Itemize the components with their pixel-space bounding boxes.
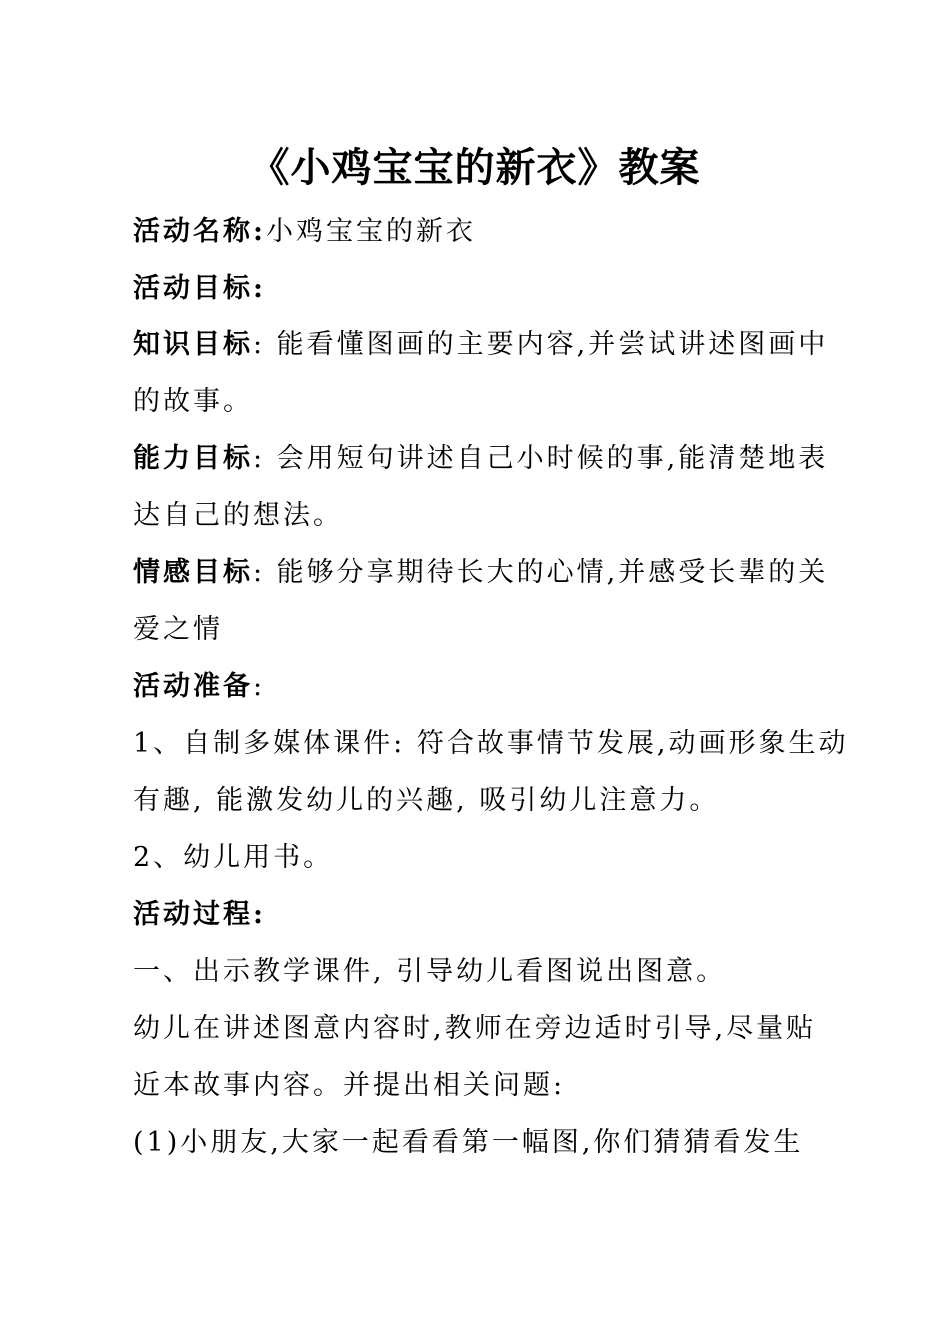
activity-process-heading <box>133 895 833 935</box>
prep-item2: 2、幼儿用书。 <box>133 842 334 873</box>
activity-name-value: 小鸡宝宝的新衣 <box>265 216 476 247</box>
activity-process-label: 活动过程: <box>133 899 266 930</box>
activity-prep-heading <box>133 667 833 707</box>
prep-item1-line2: 有趣, 能激发幼儿的兴趣, 吸引幼儿注意力。 <box>133 785 720 816</box>
ability-goal-text: : 会用短句讲述自己小时候的事,能清楚地表 <box>253 443 829 474</box>
process-step1: 一、出示教学课件, 引导幼儿看图说出图意。 <box>133 956 727 987</box>
activity-goals-label: 活动目标: <box>133 273 266 304</box>
document-title: 《小鸡宝宝的新衣》教案 <box>249 144 701 191</box>
process-question1: (1)小朋友,大家一起看看第一幅图,你们猜猜看发生 <box>133 1127 804 1158</box>
knowledge-goal-label: 知识目标 <box>133 329 253 360</box>
ability-goal-label: 能力目标 <box>133 443 253 474</box>
knowledge-goal-text: : 能看懂图画的主要内容,并尝试讲述图画中 <box>253 329 829 360</box>
process-para-line2: 近本故事内容。并提出相关问题: <box>133 1070 566 1101</box>
emotion-goal-line1 <box>133 553 833 593</box>
knowledge-goal-line1 <box>133 325 833 365</box>
process-para-line1: 幼儿在讲述图意内容时,教师在旁边适时引导,尽量贴 <box>133 1013 817 1044</box>
emotion-goal-label: 情感目标 <box>133 557 253 588</box>
ability-goal-line1 <box>133 439 833 479</box>
activity-prep-colon: : <box>253 671 266 702</box>
prep-item1-line1: 1、自制多媒体课件: 符合故事情节发展,动画形象生动 <box>133 728 849 759</box>
emotion-goal-text: : 能够分享期待长大的心情,并感受长辈的关 <box>253 557 829 588</box>
activity-name-label: 活动名称: <box>133 216 266 247</box>
emotion-goal-line2: 爱之情 <box>133 614 223 645</box>
activity-goals-heading <box>133 269 833 309</box>
ability-goal-line2: 达自己的想法。 <box>133 500 343 531</box>
activity-name-line <box>133 212 833 252</box>
activity-prep-label: 活动准备 <box>133 671 253 702</box>
knowledge-goal-line2: 的故事。 <box>133 386 253 417</box>
